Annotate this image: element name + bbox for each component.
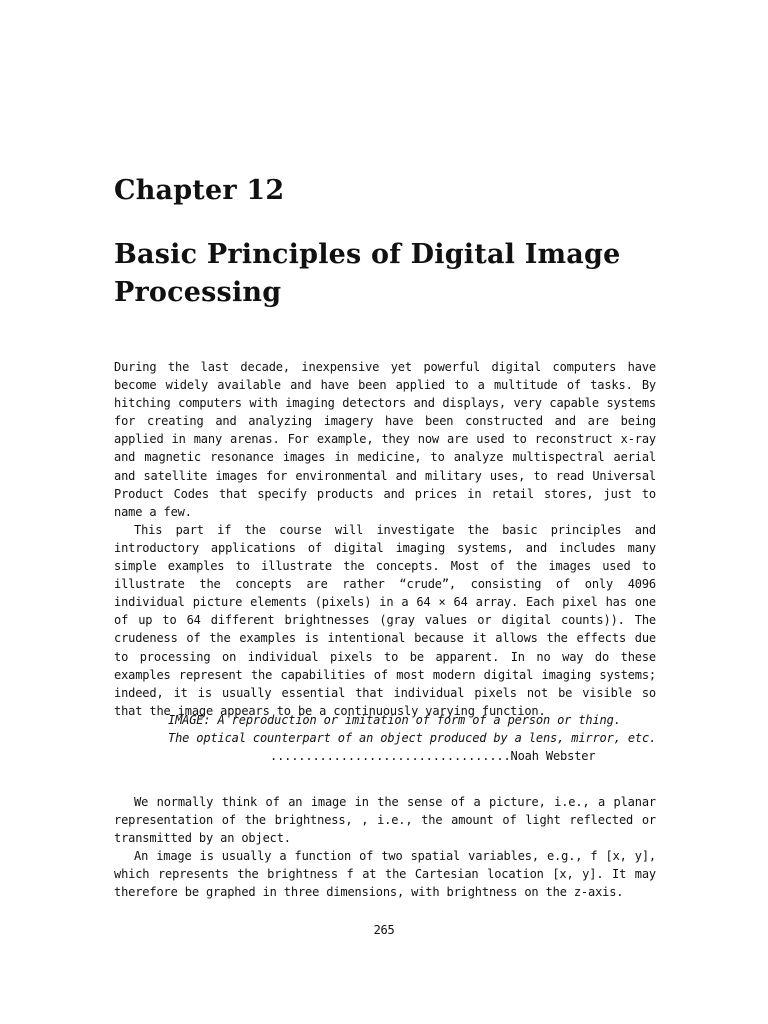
- chapter-number: Chapter 12: [114, 175, 285, 206]
- intro-paragraph-2: This part if the course will investigate the basic principles and introductory applications of digital imaging systems, and includes many simple examples to illustrate the concepts. Most of the images used to illustrate the concepts are rather “crude”, consisting of only 4096 individual picture elements (pixels) in a 64 × 64 array. Each pixel has one of up to 64 different brightnesses (gray values or digital counts)). The crudeness of the examples is intentional because it allows the effects due to processing on individual pixels to be apparent. In no way do these examples represent the capabilities of most modern digital imaging systems; indeed, it is usually essential that individual pixels not be visible so that the image appears to be a continuously varying function.: [114, 522, 656, 718]
- page-number: 265: [373, 923, 395, 937]
- section-paragraph-1: We normally think of an image in the sense of a picture, i.e., a planar representation of the brightness, , i.e., the amount of light reflected or transmitted by an object.: [114, 795, 656, 846]
- quote-attribution: ..................................Noah Webster: [270, 749, 596, 763]
- epigraph-quote: [168, 711, 657, 765]
- quote-line-1: IMAGE: A reproduction or imitation of form of a person or thing.: [168, 713, 621, 727]
- image-definition-section: [114, 793, 656, 902]
- section-paragraph-2: An image is usually a function of two spatial variables, e.g., f [x, y], which represents the brightness f at the Cartesian location [x, y]. It may therefore be graphed in three dimensions, with brightness on the z-axis.: [114, 849, 656, 900]
- chapter-title: Basic Principles of Digital Image Processing: [114, 239, 621, 308]
- intro-paragraph-1: During the last decade, inexpensive yet powerful digital computers have become widely available and have been applied to a multitude of tasks. By hitching computers with imaging detectors and displays, very capable systems for creating and analyzing imagery have been constructed and are being applied in many arenas. For example, they now are used to reconstruct x-ray and magnetic resonance images in medicine, to analyze multispectral aerial and satellite images for environmental and military uses, to read Universal Product Codes that specify products and prices in retail stores, just to name a few.: [114, 360, 656, 519]
- quote-line-2: The optical counterpart of an object produced by a lens, mirror, etc.: [168, 731, 657, 745]
- intro-section: [114, 358, 656, 720]
